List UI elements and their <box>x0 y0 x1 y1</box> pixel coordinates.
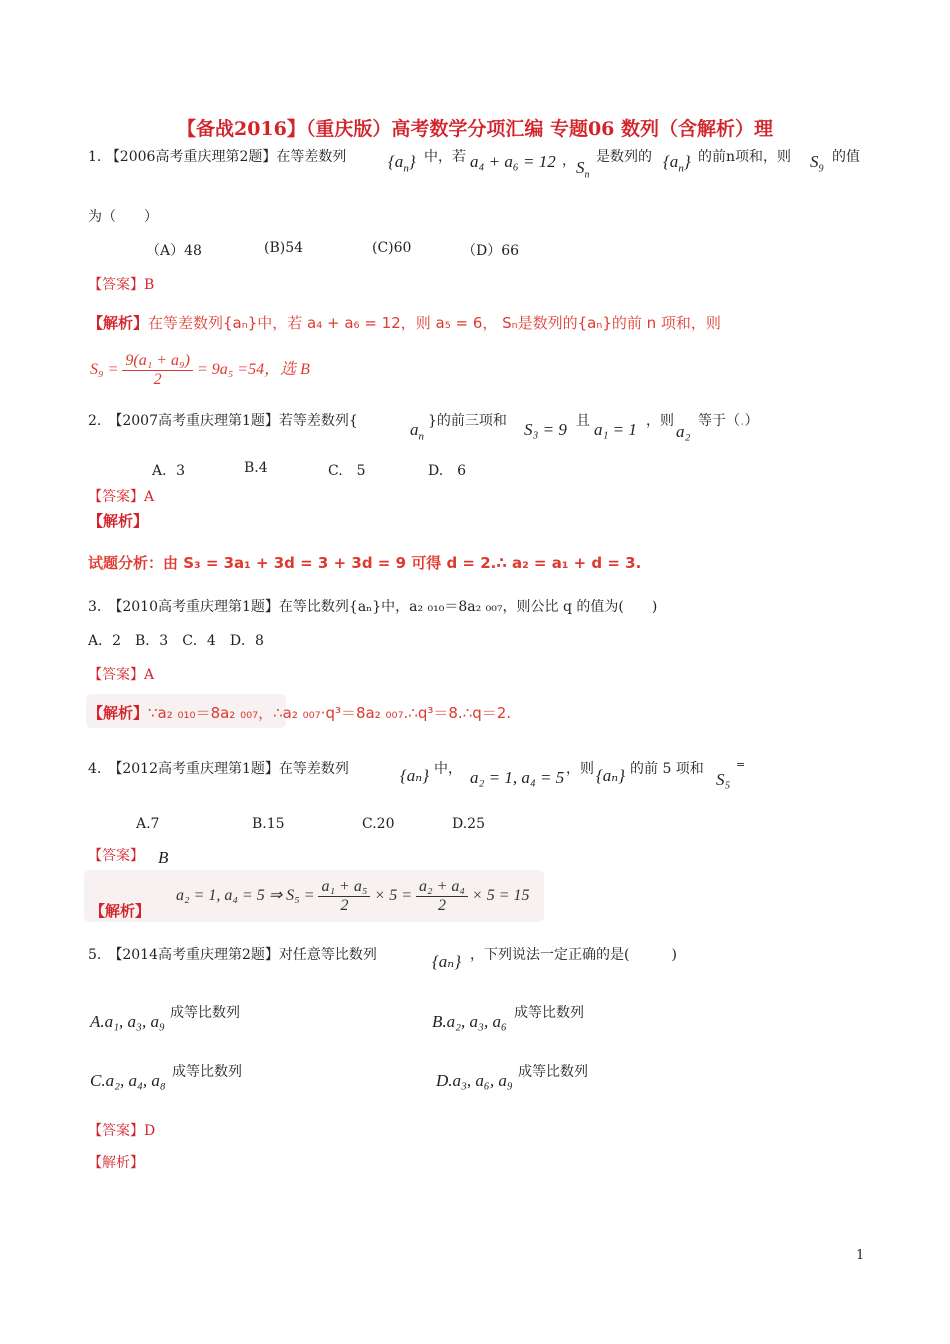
q5-answer: 【答案】D <box>88 1123 156 1139</box>
q2-answer: 【答案】A <box>88 489 155 505</box>
q1-option-b: (B)54 <box>264 240 304 256</box>
q1-formula: S₉ = $\frac{\text{9(a₁ + a₉)}}{2}$ = 9a₅ =54，选 B <box>90 352 310 388</box>
q1-number: 1. <box>88 149 102 165</box>
q5-stem: 5. 【2014高考重庆理第2题】对任意等比数列 <box>88 947 377 963</box>
q4-option-d: D.25 <box>452 816 485 832</box>
q2-option-b: B.4 <box>244 460 268 476</box>
q1-condition: a₄ + a₆ = 12 <box>470 152 556 171</box>
q2-source: 【2007高考重庆理第1题】 <box>115 413 279 429</box>
q4-answer: B <box>158 848 169 867</box>
q5-option-b: B.a₂, a₃, a₆ <box>432 1012 507 1031</box>
q4-stem: 4. 【2012高考重庆理第1题】在等差数列 <box>88 761 349 777</box>
q2-analysis-label: 【解析】 <box>88 512 149 530</box>
q4-text-b: 中， <box>434 761 462 777</box>
q2-text-d: ，则 <box>646 413 674 429</box>
q2-text-c: 且 <box>576 413 590 429</box>
q5-seq: {aₙ} <box>432 952 461 971</box>
q1-option-d: （D）66 <box>462 243 520 259</box>
q4-eq: = <box>736 758 746 771</box>
q4-option-c: C.20 <box>362 816 395 832</box>
q1-comma: ， <box>562 153 576 169</box>
q4-condition: a₂ = 1, a₄ = 5 <box>470 768 565 787</box>
page-number: 1 <box>856 1248 865 1263</box>
q1-text-a: 在等差数列 <box>276 149 347 165</box>
q2-seq: $a_n$ <box>410 420 424 443</box>
q1-source: 【2006高考重庆理第2题】 <box>105 149 277 165</box>
q2-text-e: 等于（.） <box>698 413 759 429</box>
q4-option-a: A.7 <box>136 816 160 832</box>
q4-answer-label: 【答案】 <box>88 848 144 864</box>
q1-analysis: 【解析】在等差数列{aₙ}中，若 a₄ + a₆ = 12，则 a₅ = 6， Sₙ是数列的{aₙ}的前 n 项和，则 <box>88 314 721 332</box>
q4-text-d: 的前 5 项和 <box>630 761 704 777</box>
q2-text-b: }的前三项和 <box>428 413 507 429</box>
q1-option-a: （A）48 <box>146 243 202 259</box>
q3-options: A．2 B．3 C．4 D．8 <box>88 633 264 649</box>
q2-stem: 2. 【2007高考重庆理第1题】若等差数列{ <box>88 413 358 429</box>
q4-formula: a₂ = 1, a₄ = 5 ⇒ S₅ = $\frac{\text{a₁ + a₅}}{2}$ × 5 = $\frac{\text{a₂ + a₄}}{2}$ × 5 = 15 <box>176 878 530 914</box>
q1-option-c: (C)60 <box>372 240 412 256</box>
q2-option-a: A．3 <box>152 463 186 479</box>
q2-option-c: C. 5 <box>328 463 366 479</box>
q5-option-d: D.a₃, a₆, a₉ <box>436 1071 513 1090</box>
q5-option-c: C.a₂, a₄, a₈ <box>90 1071 166 1090</box>
q2-a2: a₂ <box>676 422 691 441</box>
q5-option-a: A.a₁, a₃, a₉ <box>90 1012 165 1031</box>
q3-source: 【2010高考重庆理第1题】 <box>115 599 279 615</box>
q3-answer: 【答案】A <box>88 667 155 683</box>
q1-answer: 【答案】B <box>88 277 155 293</box>
q4-analysis-label: 【解析】 <box>90 902 151 920</box>
q4-text-c: ，则 <box>566 761 594 777</box>
q1-text-e: 的值 <box>832 149 860 165</box>
q5-source: 【2014高考重庆理第2题】 <box>115 947 279 963</box>
q1-stem <box>88 146 346 166</box>
q1-text-b: 中，若 <box>424 149 466 165</box>
q1-sn: $S_n$ <box>576 158 590 181</box>
q2-option-d: D. 6 <box>428 463 467 479</box>
q1-seq: $\{a_n\}$ <box>388 152 416 175</box>
q2-cond1: S₃ = 9 <box>524 420 567 439</box>
q1-seq-2: $\{a_n\}$ <box>663 152 691 175</box>
page-title: 【备战2016】（重庆版）高考数学分项汇编 专题06 数列（含解析）理 <box>176 118 774 140</box>
q4-s5: S₅ <box>716 770 731 789</box>
q1-s9: $S_9$ <box>810 152 824 175</box>
q1-text-d: 的前n项和，则 <box>698 149 792 165</box>
q2-cond2: a₁ = 1 <box>594 420 637 439</box>
q4-option-b: B.15 <box>252 816 285 832</box>
q5-option-b-text: 成等比数列 <box>514 1005 584 1021</box>
q3-stem: 3. 【2010高考重庆理第1题】在等比数列{aₙ}中，a₂ ₀₁₀＝8a₂ ₀₀₇，则公比 q 的值为( ) <box>88 599 658 615</box>
q4-seq: {aₙ} <box>400 766 429 785</box>
q5-analysis-label: 【解析】 <box>88 1155 144 1171</box>
q1-text-f: 为（ ） <box>88 209 158 225</box>
q2-analysis: 试题分析：由 S₃ = 3a₁ + 3d = 3 + 3d = 9 可得 d = 2.∴ a₂ = a₁ + d = 3. <box>88 554 642 572</box>
q5-text-b: ，下列说法一定正确的是( ) <box>470 947 677 963</box>
q5-option-a-text: 成等比数列 <box>170 1005 240 1021</box>
q4-source: 【2012高考重庆理第1题】 <box>115 761 279 777</box>
q5-option-d-text: 成等比数列 <box>518 1064 588 1080</box>
q3-analysis: 【解析】∵a₂ ₀₁₀＝8a₂ ₀₀₇，∴a₂ ₀₀₇·q³＝8a₂ ₀₀₇.∴q³＝8.∴q＝2. <box>88 704 512 722</box>
q1-text-c: 是数列的 <box>596 149 652 165</box>
q4-seq-2: {aₙ} <box>596 766 625 785</box>
q5-option-c-text: 成等比数列 <box>172 1064 242 1080</box>
